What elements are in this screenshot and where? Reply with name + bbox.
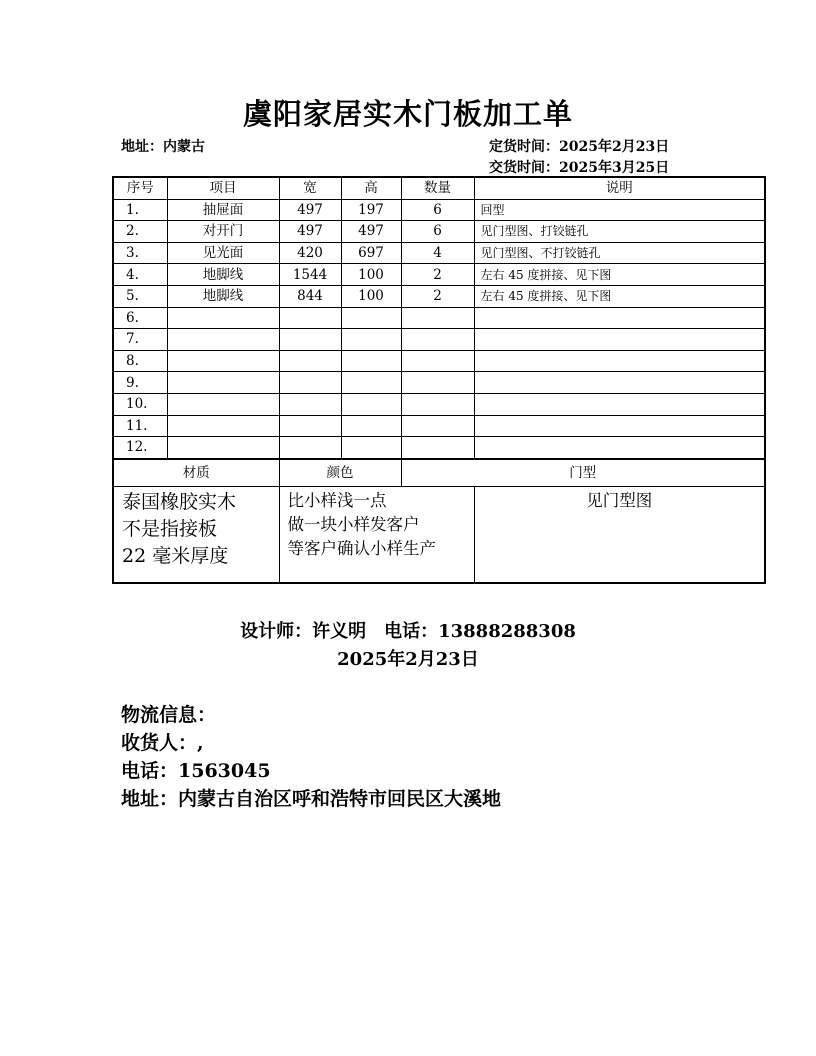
table-row xyxy=(113,393,765,415)
cell-note xyxy=(474,415,765,437)
cell-height: 100 xyxy=(341,285,401,307)
cell-qty xyxy=(401,415,474,437)
material-line: 22 毫米厚度 xyxy=(122,544,229,567)
material-line: 不是指接板 xyxy=(122,517,218,540)
cell-qty: 6 xyxy=(401,221,474,243)
color-header: 颜色 xyxy=(279,459,401,487)
cell-qty: 2 xyxy=(401,264,474,286)
cell-note xyxy=(474,329,765,351)
table-header-row xyxy=(113,177,765,199)
cell-qty: 6 xyxy=(401,199,474,221)
cell-height xyxy=(341,372,401,394)
cell-no: 9. xyxy=(113,372,167,394)
table-row xyxy=(113,264,765,286)
column-header: 序号 xyxy=(113,177,167,199)
table-row xyxy=(113,329,765,351)
cell-item: 地脚线 xyxy=(167,285,279,307)
column-header: 说明 xyxy=(474,177,765,199)
material-cell xyxy=(113,486,279,583)
cell-qty xyxy=(401,437,474,459)
cell-width xyxy=(279,415,341,437)
cell-height xyxy=(341,329,401,351)
cell-height xyxy=(341,307,401,329)
column-header: 高 xyxy=(341,177,401,199)
column-header: 宽 xyxy=(279,177,341,199)
cell-no: 12. xyxy=(113,437,167,459)
spec-body-row xyxy=(113,486,765,583)
cell-item: 见光面 xyxy=(167,242,279,264)
cell-qty xyxy=(401,393,474,415)
cell-item xyxy=(167,350,279,372)
spec-header-row xyxy=(113,459,765,487)
cell-note xyxy=(474,372,765,394)
cell-no: 7. xyxy=(113,329,167,351)
cell-item xyxy=(167,329,279,351)
table-row xyxy=(113,199,765,221)
cell-note xyxy=(474,393,765,415)
cell-item xyxy=(167,437,279,459)
cell-no: 4. xyxy=(113,264,167,286)
cell-note: 见门型图、打铰链孔 xyxy=(474,221,765,243)
material-line: 泰国橡胶实木 xyxy=(122,490,237,513)
cell-note: 左右 45 度拼接、见下图 xyxy=(474,285,765,307)
table-row xyxy=(113,437,765,459)
cell-note: 左右 45 度拼接、见下图 xyxy=(474,264,765,286)
cell-item xyxy=(167,415,279,437)
color-line: 比小样浅一点 xyxy=(287,490,387,510)
cell-width xyxy=(279,329,341,351)
door-type-header: 门型 xyxy=(401,459,765,487)
cell-no: 5. xyxy=(113,285,167,307)
table-row xyxy=(113,307,765,329)
cell-no: 1. xyxy=(113,199,167,221)
cell-no: 2. xyxy=(113,221,167,243)
cell-width xyxy=(279,393,341,415)
cell-height xyxy=(341,415,401,437)
cell-item: 抽屉面 xyxy=(167,199,279,221)
cell-width xyxy=(279,350,341,372)
cell-width: 497 xyxy=(279,199,341,221)
cell-qty xyxy=(401,350,474,372)
table-row xyxy=(113,242,765,264)
order-time: 定货时间：2025年2月23日 xyxy=(489,139,670,155)
logistics-phone: 电话：1563045 xyxy=(121,760,271,782)
cell-no: 3. xyxy=(113,242,167,264)
cell-height: 497 xyxy=(341,221,401,243)
logistics-title: 物流信息： xyxy=(121,704,217,726)
cell-no: 8. xyxy=(113,350,167,372)
cell-width: 844 xyxy=(279,285,341,307)
cell-note xyxy=(474,307,765,329)
cell-height: 197 xyxy=(341,199,401,221)
cell-item: 对开门 xyxy=(167,221,279,243)
cell-qty xyxy=(401,372,474,394)
cell-note xyxy=(474,437,765,459)
cell-no: 11. xyxy=(113,415,167,437)
column-header: 数量 xyxy=(401,177,474,199)
cell-item xyxy=(167,307,279,329)
logistics-address: 地址：内蒙古自治区呼和浩特市回民区大溪地 xyxy=(121,788,502,810)
cell-width: 497 xyxy=(279,221,341,243)
logistics-receiver: 收货人：, xyxy=(121,732,204,754)
door-type-cell xyxy=(474,486,765,583)
cell-width xyxy=(279,372,341,394)
table-row xyxy=(113,350,765,372)
cell-item: 地脚线 xyxy=(167,264,279,286)
cell-height: 100 xyxy=(341,264,401,286)
table-row xyxy=(113,221,765,243)
cell-height: 697 xyxy=(341,242,401,264)
cell-no: 6. xyxy=(113,307,167,329)
cell-qty: 4 xyxy=(401,242,474,264)
cell-note: 见门型图、不打铰链孔 xyxy=(474,242,765,264)
table-row xyxy=(113,372,765,394)
document-title: 虞阳家居实木门板加工单 xyxy=(242,97,573,131)
material-header: 材质 xyxy=(113,459,279,487)
color-line: 做一块小样发客户 xyxy=(287,514,420,534)
delivery-time: 交货时间：2025年3月25日 xyxy=(489,160,670,176)
table-row xyxy=(113,285,765,307)
designer-line: 设计师：许义明 电话：13888288308 xyxy=(240,621,576,642)
cell-item xyxy=(167,393,279,415)
cell-height xyxy=(341,350,401,372)
cell-note xyxy=(474,350,765,372)
cell-width xyxy=(279,437,341,459)
table-row xyxy=(113,415,765,437)
cell-height xyxy=(341,437,401,459)
cell-qty xyxy=(401,329,474,351)
cell-qty: 2 xyxy=(401,285,474,307)
sign-date: 2025年2月23日 xyxy=(337,649,479,670)
color-line: 等客户确认小样生产 xyxy=(287,538,436,558)
cell-item xyxy=(167,372,279,394)
column-header: 项目 xyxy=(167,177,279,199)
cell-width: 420 xyxy=(279,242,341,264)
cell-height xyxy=(341,393,401,415)
color-cell xyxy=(279,486,474,583)
door-type-text: 见门型图 xyxy=(586,490,653,510)
header-address: 地址：内蒙古 xyxy=(121,139,205,155)
order-table xyxy=(112,176,766,584)
cell-note: 回型 xyxy=(474,199,765,221)
cell-width xyxy=(279,307,341,329)
cell-no: 10. xyxy=(113,393,167,415)
cell-width: 1544 xyxy=(279,264,341,286)
cell-qty xyxy=(401,307,474,329)
